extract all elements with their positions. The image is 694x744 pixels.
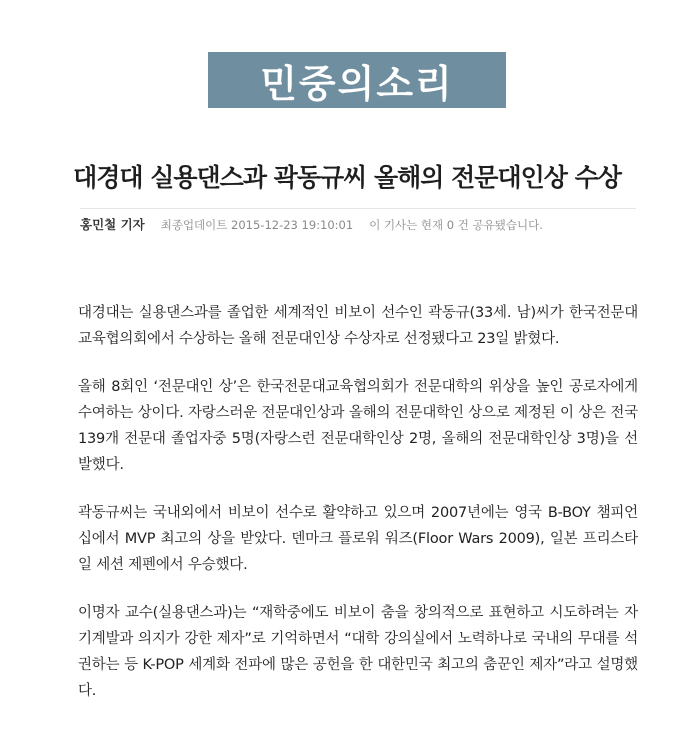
article-headline: 대경대 실용댄스과 곽동규씨 올해의 전문대인상 수상 — [73, 163, 621, 192]
header-divider — [80, 208, 636, 209]
article-body — [78, 300, 638, 726]
reporter-name[interactable]: 홍민철 기자 — [80, 217, 145, 232]
updated-timestamp: 최종업데이트 2015-12-23 19:10:01 — [160, 218, 354, 232]
site-logo[interactable] — [208, 52, 506, 108]
article-paragraph: 이명자 교수(실용댄스과)는 “재학중에도 비보이 춤을 창의적으로 표현하고 시도하려는 자기계발과 의지가 강한 제자”로 기억하면서 “대학 강의실에서 노력하나로 국내의 무대를 석권하는 등 K-POP 세계화 전파에 많은 공헌을 한 대한민국 최고의 춤꾼인 제자”라고 설명했다. — [78, 605, 638, 699]
article-paragraph: 대경대는 실용댄스과를 졸업한 세계적인 비보이 선수인 곽동규(33세. 남)씨가 한국전문대교육협의회에서 수상하는 올해 전문대인상 수상자로 선정됐다고 23일 밝혔다. — [78, 305, 638, 347]
site-logo-text: 민중의소리 — [260, 61, 454, 106]
share-count: 이 기사는 현재 0 건 공유됐습니다. — [369, 218, 543, 232]
article-byline — [80, 215, 543, 233]
article-paragraph: 곽동규씨는 국내외에서 비보이 선수로 활약하고 있으며 2007년에는 영국 B-BOY 챔피언십에서 MVP 최고의 상을 받았다. 덴마크 플로워 워즈(Floor Wars 2009), 일본 프리스타일 세션 제펜에서 우승했다. — [78, 505, 638, 573]
article-paragraph: 올해 8회인 ‘전문대인 상’은 한국전문대교육협의회가 전문대학의 위상을 높인 공로자에게 수여하는 상이다. 자랑스러운 전문대인상과 올해의 전문대학인 상으로 제정된 이 상은 전국 139개 전문대 졸업자중 5명(자랑스런 전문대학인상 2명, 올해의 전문대학인상 3명)을 선발했다. — [78, 379, 638, 473]
